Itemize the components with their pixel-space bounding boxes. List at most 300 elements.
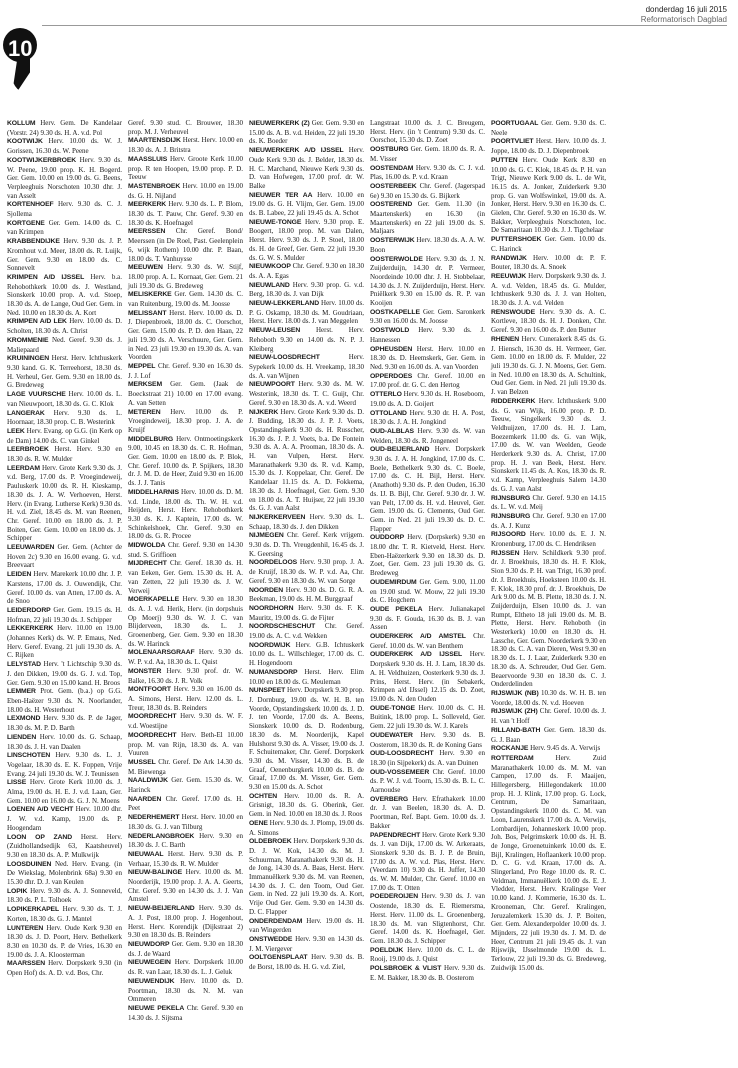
place-name: OUDERKERK A/D IJSSEL <box>370 651 463 659</box>
service-entry <box>370 704 485 731</box>
place-name: LEEUWARDEN <box>7 544 55 552</box>
place-name: MUSSEL <box>128 758 156 766</box>
service-details: Ger. Gem. 19.15 ds. H. Hofman, 22 juli 19.30 ds. J. Schipper <box>7 605 123 624</box>
place-name: MIDDELHARNIS <box>128 488 179 496</box>
service-details: Herv. 9.30 ds. L. Hoornaar, 18.30 prop. C. B. Westerink <box>7 408 122 427</box>
service-entry <box>249 191 364 218</box>
service-details: Herv. 10.00 dr. P. F. Bouter, 18.30 ds. A. Snoek <box>491 253 607 272</box>
place-name: RIJNSBURG <box>491 494 531 502</box>
service-details: Herv. 9.30 ds. J. N. Zuijderduijn, 14.30 dr. P. Vermeer, Noordeinde 10.00 dhr. J. H. Stobbelaar, 14.30 ds. J. N. Zuijderduijn, Herst. Herv. Pniëlkerk 9.30 en 15.00 ds. R. P. van Kooijen <box>370 254 486 308</box>
place-name: NEDERLANGBROEK <box>128 832 195 840</box>
place-name: OUD-VOSSEMEER <box>370 768 430 776</box>
service-entry <box>7 237 122 273</box>
service-entry <box>128 712 243 730</box>
place-name: OUDEWATER <box>370 731 413 739</box>
service-details: Herv. 10.00 ds. R. A. Grisnigt, 18.30 ds. G. Oberink, Ger. Gem. in Ned. 10.00 en 18.30 ds. J. Roos <box>249 791 365 819</box>
service-details: Herv. 9.30 en 18.30 ds. J. C. Barth <box>128 831 243 850</box>
service-details: Ger. Gem. 14.30 ds. C. van Ruitenburg, 19.00 ds. M. Joosse <box>128 290 244 309</box>
place-name: LAGE VUURSCHE <box>7 391 66 399</box>
service-details: Herv. 18.30 ds. A. A. W. Boon <box>370 236 485 254</box>
service-entry <box>128 408 243 435</box>
service-details: Chr. Geref. 10.00 ds. W. van Benthem <box>370 632 485 650</box>
place-name: MEERKERK <box>128 201 167 209</box>
service-entry <box>128 813 243 831</box>
place-name: LEIDEN <box>7 571 32 579</box>
service-details: Herv. 9.30 ds. T. J. Korten, 18.30 ds. G. J. Mantel <box>7 905 122 923</box>
service-details: Herv. b.a. Rehobothkerk 10.00 ds. J. Westland, Sionskerk 10.00 prop. A. v.d. Stoep, 18.30 ds. A. de Lange, Oud Ger. Gem. in Ned. 10.00 en 18.30 ds. A. Kort <box>7 272 122 317</box>
service-entry <box>249 686 364 791</box>
service-entry <box>370 632 485 650</box>
place-name: RIJSWIJK (NB) <box>491 690 539 697</box>
service-entry <box>7 543 122 570</box>
place-name: NIEUWERKERK A/D IJSSEL <box>249 147 344 155</box>
place-name: RILLAND-BATH <box>491 726 541 734</box>
place-name: KORTENHOEF <box>7 201 54 209</box>
place-name: MOORDRECHT <box>128 713 177 721</box>
place-name: OUD-ALBLAS <box>370 427 414 435</box>
service-details: Herv. 10.00 en 19.00 ds. G. H. Vlijm, Ger. Gem. 19.00 ds. B. Labee, 22 juli 19.45 ds. A. Schot <box>249 190 364 218</box>
service-details: Chr. Geref. 17.00 ds. H. Peet <box>128 794 243 813</box>
service-entry <box>128 541 243 559</box>
service-details: Langstraat 10.00 ds. J. C. Breugem, Herst. Herv. (in 't Centrum) 9.30 ds. C. Oorschot, 15.30 ds. D. Zoet <box>370 119 485 145</box>
listing-column <box>367 119 488 1059</box>
service-entry <box>128 850 243 868</box>
service-details: Chr. Geref. 9.30 en 17.00 ds. A. J. Kunz <box>491 511 606 530</box>
place-name: NEDERHEMERT <box>128 814 180 822</box>
place-name: RANDWIJK <box>491 254 527 262</box>
place-name: LEKKERKERK <box>7 625 54 633</box>
service-details: Chr. Geref. 9.30 en 18.30 ds. A. A. Egas <box>249 262 364 280</box>
service-entry <box>491 707 606 725</box>
service-entry <box>370 533 485 578</box>
service-details: Herv. Cunerakerk 8.45 ds. G. J. Hiensch, 16.30 ds. H. Vermeer, Ger. Gem. 10.00 en 18.00 ds. F. Mulder, 22 juli 19.30 ds. G. J. N. Moens, Ger. Gem. in Ned. 10.00 en 18.30 ds. A. Schultink, Oud Ger. Gem. in Ned. 21 juli 19.30 ds. J. van Belzen <box>491 334 606 397</box>
service-entry <box>7 660 122 687</box>
place-name: OLDEBROEK <box>249 838 292 846</box>
service-details: Herv. Evang. op G.G. (in Kerk op de Dam) 14.00 ds. C. van Ginkel <box>7 426 122 445</box>
place-name: MEEUWEN <box>128 264 163 272</box>
place-name: LELYSTAD <box>7 661 41 669</box>
place-name: NIEUWDORP <box>128 940 170 948</box>
place-name: LOENEN A/D VECHT <box>7 806 74 814</box>
service-details: Herv. 9.30 ds. M. W. Westerink, 18.30 ds. T. C. Guijt, Chr. Geref. 9.30 en 18.30 ds. A. v.d. Weerd <box>249 380 365 407</box>
service-entry <box>249 558 364 585</box>
service-entry <box>128 904 243 940</box>
service-details: Herst. Herv. (Zuidhollandsedijk 63, Kaatsheuvel) 9.30 en 18.30 ds. A. P. Mulkwijk <box>7 832 122 859</box>
service-entry <box>491 530 606 548</box>
place-name: OUDE PEKELA <box>370 605 423 613</box>
service-details: Herv. 9.45 ds. A. Verwijs <box>530 744 601 753</box>
service-details: Herst. Herv. 10.00 en 18.30 ds. D. Heemskerk, Ger. Gem. in Ned. 9.30 en 16.00 ds. A. van Voorden <box>370 344 486 371</box>
service-entry <box>370 236 485 254</box>
service-details: Herv. 9.30 en 18.30 ds. A. J. v.d. Herik, Herv. (in dorpshuis Op Moerj) 9.30 ds. W. J. C. van Blijderveen, 18.30 ds. L. J. Groenenberg, Ger. Gem. 9.30 en 18.30 ds. W. Harinck <box>128 595 244 648</box>
place-name: NIEUWEGEIN <box>128 959 171 967</box>
service-entry <box>491 512 606 530</box>
place-name: OPPERDOES <box>370 372 413 380</box>
service-entry <box>128 832 243 850</box>
service-entry <box>370 749 485 767</box>
place-name: RIJSWIJK (ZH) <box>491 708 538 716</box>
service-entry <box>128 119 243 136</box>
place-name: LEEK <box>7 427 25 435</box>
service-entry <box>491 335 606 397</box>
place-name: KORTGENE <box>7 219 45 227</box>
service-details: Ger. Gem. 18.00 ds. R. A. M. Visser <box>370 145 485 163</box>
service-details: Herv. 9.30 ds. D. G. R. A. Beekman, 19.00 ds. H. M. Burggraaf <box>249 585 364 604</box>
service-entry <box>7 156 122 201</box>
service-entry <box>7 959 122 977</box>
service-details: Herv. 9.30 ds. L. P. Blom, 18.30 ds. T. Pauw, Chr. Geref. 9.30 en 18.30 ds. K. Hoefnagel <box>128 200 244 227</box>
service-details: Herv. Grote Kerk 10.00 ds. J. Alma, 19.00 ds. H. E. J. v.d. Laan, Ger. Gem. 10.00 en 16.00 ds. G. J. N. Moens <box>7 778 123 805</box>
service-details: Herv. 9.30 ds. C. J. Sjollema <box>7 200 123 219</box>
place-name: OPHEUSDEN <box>370 345 413 353</box>
service-details: Ned. Geref. 9.30 ds. J. Maliepaard <box>7 335 122 354</box>
service-entry <box>7 714 122 732</box>
service-details: Chr. Geref. 19.00 ds. A. C. v.d. Wekken <box>249 622 364 641</box>
service-entry <box>128 958 243 976</box>
place-name: OCHTEN <box>249 792 278 800</box>
service-details: Herv. 9.30 ds. W. F. v.d. Woestijne <box>128 712 243 731</box>
service-details: Herv. Oude Kerk 9.30 ds. J. Belder, 18.30 ds. H. C. Marchand, Nieuwe Kerk 9.30 ds. D. van Hofwegen, 17.00 prof. dr. W. Balke <box>249 146 365 190</box>
service-details: Herst. Herv. 9.30 en 18.30 ds. R. W. Mulder <box>7 445 123 464</box>
service-entry <box>249 513 364 531</box>
service-entry <box>7 409 122 427</box>
place-name: OOSTEREND <box>370 201 413 209</box>
place-name: RHENEN <box>491 335 520 343</box>
service-entry <box>370 768 485 795</box>
service-entry <box>249 953 364 971</box>
service-entry <box>249 380 364 407</box>
service-entry <box>370 164 485 182</box>
service-entry <box>249 819 364 837</box>
place-name: MIJDRECHT <box>128 560 167 568</box>
place-name: OOSTBURG <box>370 146 409 154</box>
service-entry <box>370 200 485 236</box>
publication-date: donderdag 16 juli 2015 <box>645 5 727 14</box>
service-details: Herv. 10.00 ds. C. H. Buitink, 18.00 prop. L. Solleveld, Ger. Gem. 22 juli 19.30 ds. W. J. Karels <box>370 703 485 731</box>
service-details: Ger. Gem. (Jaak de Boeckstraat 21) 10.00 en 17.00 evang. A. van Setten <box>128 380 243 407</box>
service-entry <box>7 778 122 805</box>
service-entry <box>128 263 243 290</box>
service-details: Geref. 9.30 stud. C. Brouwer, 18.30 prop. M. J. Verheuvel <box>128 119 243 136</box>
service-details: Herv. G.B. Ichtuskerk 10.00 ds. L. Willschleger, 17.00 ds. C. H. Hogendoorn <box>249 640 365 668</box>
service-details: Herv. (Dorpskerk) 9.30 en 18.00 dhr. T. R. Kietveld, Herst. Herv. Eben-Haëzerkerk 9.30 en 18.30 ds. D. Zoet, Ger. Gem. 23 juli 19.30 ds. G. Bredeweg <box>370 533 486 578</box>
service-entry <box>491 254 606 272</box>
place-name: LISSE <box>7 779 27 787</box>
service-entry <box>7 624 122 660</box>
place-name: PUTTERSHOEK <box>491 236 542 244</box>
service-entry <box>7 924 122 960</box>
service-entry <box>491 689 606 707</box>
service-entry <box>370 390 485 408</box>
service-entry <box>128 595 243 648</box>
service-entry <box>370 372 485 390</box>
service-details: Herv. Oude Kerk 8.30 en 10.00 ds. G. C. Klok, 18.45 ds. P. H. van Trigt, Nieuwe Kerk 9.00 ds. L. de Wit, 16.15 ds. A. Jonker, Zuiderkerk 9.30 prop. G. van Wolfswinkel, 19.00 ds. A. Jonker, Herst. Herv. 9.30 en 16.30 ds. C. Gielen, Chr. Geref. 9.30 en 16.30 ds. W. Bakker, Verpleeghuis Norschoten, loc. De Samaritaan 10.30 ds. J. J. Tigchelaar <box>491 155 607 235</box>
service-details: Herv. 10.00 dhr. J. W. v.d. Kamp, 19.00 ds. P. Hoogendam <box>7 805 123 832</box>
service-entry <box>249 622 364 640</box>
service-details: Chr. Geref. 9.30 en 16.30 ds. J. J. Lof <box>128 361 243 380</box>
service-entry <box>128 200 243 227</box>
service-entry <box>249 792 364 819</box>
service-details: Chr. Geref. 10.00 en 17.00 prof. dr. G. C. den Hertog <box>370 371 485 390</box>
place-name: MEPPEL <box>128 362 156 370</box>
service-entry <box>128 155 243 182</box>
service-details: Herv. 9.30 en 16.00 ds. A. Simons, Herst. Herv. 12.00 ds. L. Treur, 18.30 ds. B. Reinders <box>128 685 243 712</box>
place-name: PUTTEN <box>491 156 518 164</box>
service-details: Ger. Gem. Saronkerk 9.30 en 16.00 ds. M. Joosse <box>370 307 486 326</box>
service-details: Herv. Dorpskerk 9.30 ds. J. A. H. Jongkind, 17.00 ds. C. Boele, Bethelkerk 9.30 ds. C. Boele, 17.00 ds. C. H. Bijl, Herst. Herv. (Anathoth) 9.30 ds. P. den Ouden, 16.30 ds. IJ. B. Bijl, Chr. Geref. 9.30 dr. J. W. van Pelt, 17.00 ds. H. v.d. Heuvel, Ger. Gem. 19.00 ds. G. Clements, Oud Ger. Gem. in Ned. 21 juli 19.30 ds. D. C. Flapper <box>370 445 485 533</box>
service-entry <box>491 549 606 689</box>
service-details: Herv. 10.00 ds. M. Noorderijk, 19.00 prop. J. A. A. Geerts, Chr. Geref. 9.30 en 14.30 ds. J. J. Van Amstel <box>128 868 243 904</box>
service-details: Herst. Herv. 9.30 ds. P. Verhaar, 15.30 ds. R. W. Mulder <box>128 849 243 868</box>
service-details: Herv. Oude Kerk 9.30 en 18.30 ds. J. D. Poort, Herv. Bethelkerk 8.30 en 10.30 ds. P. de Vries, 16.30 en 19.00 ds. J. A. Kloosterman <box>7 923 122 959</box>
service-details: Herv. Dorpskerk 9.30 prop. J. Dornburg, 19.00 ds. W. H. B. ten Voorde, Opstandingskerk 10.00 ds. J. D. J. ten Voorde, 17.00 ds. A. Beens, Sionskerk 10.00 ds. D. Rodenburg, 18.30 ds. M. Noorderijk, Kapel Hulshorst 9.30 ds. A. Visser, 19.00 ds. J. F. Schuitemaker, Chr. Geref. Dorpskerk 9.30 ds. M. Visser, 14.30 ds. B. de Graaf, Oenenburgkerk 10.00 ds. B. de Graaf, 17.00 ds. M. Visser, Ger. Gem. 9.30 en 15.00 ds. A. Schot <box>249 686 364 792</box>
listing-columns <box>4 119 732 1059</box>
service-details: Herv. Groote Kerk 10.00 prop. R ten Hoopen, 19.00 prop. P. D. Teeuw <box>128 154 243 182</box>
service-entry <box>128 309 243 362</box>
service-details: Chr. Geref. Kerk vrijgem. 9.30 ds. D. Th. Vreugdenhil, 16.45 ds. J. K. Geersing <box>249 531 365 558</box>
place-name: MOORDRECHT <box>128 731 177 739</box>
service-entry <box>7 905 122 923</box>
place-name: PAPENDRECHT <box>370 831 421 839</box>
listing-column <box>125 119 246 1059</box>
service-entry <box>128 227 243 263</box>
place-name: MAARTENSDIJK <box>128 137 181 145</box>
service-details: Chr. Geref. 9.30 en 14.30 stud. S. Griffioen <box>128 541 243 559</box>
service-entry <box>128 776 243 794</box>
service-entry <box>249 218 364 263</box>
service-entry <box>7 390 122 408</box>
place-name: NIJKERKERVEEN <box>249 513 306 521</box>
place-name: OOSTWOLD <box>370 327 410 335</box>
service-entry <box>249 604 364 622</box>
service-entry <box>370 326 485 344</box>
service-entry <box>249 586 364 604</box>
place-name: LOPIK <box>7 887 28 895</box>
service-details: Herv. 9.30 prop. J. A. de Kruijf, 18.30 ds. W. P. v.d. Aa, Chr. Geref. 9.30 en 18.30 ds. W. van Sorge <box>249 558 365 585</box>
service-entry <box>7 751 122 778</box>
service-details: Chr. Geref. (Jagerspad 6e) 9.30 en 15.30 ds. G. Bijkerk <box>370 181 486 200</box>
service-entry <box>7 833 122 860</box>
service-details: Herst. Herv. 10.00 ds. J. Joppe, 18.00 ds. D. J. Diepenbroek <box>491 137 606 156</box>
service-entry <box>7 805 122 832</box>
place-name: OOSTENDAM <box>370 164 414 172</box>
service-entry <box>7 317 122 335</box>
place-name: LOPIKERKAPEL <box>7 906 60 914</box>
place-name: NIEUWE-TONGE <box>249 218 302 226</box>
service-details: Ger. Gem. 9.30 ds. C. Neele <box>491 119 607 137</box>
place-name: NIEUWLAND <box>249 281 290 289</box>
place-name: OOLTGENSPLAAT <box>249 954 308 962</box>
service-entry <box>491 308 606 335</box>
place-name: POELDIJK <box>370 946 404 954</box>
service-details: Herv. 9.30 en 14.30 ds. J. M. Viergever <box>249 934 365 953</box>
service-entry <box>7 119 122 137</box>
service-entry <box>491 397 606 494</box>
listing-column <box>488 119 609 1059</box>
service-details: 10.30 ds. W. H. B. ten Voorde, 18.00 ds. N. v.d. Hoeven <box>491 689 606 707</box>
service-details: Herv. 9.30 ds. A. J. Sonneveld, 18.30 ds. P. L. Tolhoek <box>7 886 122 905</box>
service-entry <box>249 119 364 146</box>
place-name: RIDDERKERK <box>491 397 536 405</box>
service-entry <box>370 650 485 703</box>
service-details: Herv. Dorpskerk 9.30 ds. J. A. v.d. Velden, 18.45 ds. G. Mulder, Ichthuskerk 9.30 ds. J. J. van Holten, 18.30 ds. J. A. v.d. Velden <box>491 271 606 308</box>
header-divider <box>42 25 727 26</box>
service-entry <box>128 795 243 813</box>
service-entry <box>249 531 364 558</box>
service-entry <box>370 964 485 982</box>
place-name: NOORDELOOS <box>249 559 298 567</box>
place-name: NAALDWIJK <box>128 777 168 785</box>
service-entry <box>128 868 243 904</box>
service-details: Ned. Herv. Evang. (in De Wiekslag, Molenbrink 68a) 9.30 en 15.30 dhr. D. J. van Keulen <box>7 859 122 887</box>
service-entry <box>128 731 243 758</box>
place-name: KOOTWIJK <box>7 138 43 146</box>
place-name: LEERDAM <box>7 464 40 472</box>
place-name: POORTUGAAL <box>491 120 539 127</box>
service-entry <box>370 445 485 533</box>
place-name: OTTOLAND <box>370 409 407 417</box>
service-entry <box>491 272 606 308</box>
place-name: REEUWIJK <box>491 272 527 280</box>
service-details: Herv. 9.30 ds. A. C. Kortleve, 18.30 ds. H. J. Donken, Chr. Geref. 9.30 en 16.00 ds. P. den Butter <box>491 307 607 335</box>
service-details: Herv. 9.30 ds. H. Roseboom, 19.00 ds. A. D. Goijert <box>370 390 486 408</box>
place-name: LEMMER <box>7 688 36 696</box>
place-name: MONSTER <box>128 667 162 675</box>
place-name: MELISKERKE <box>128 291 172 299</box>
service-entry <box>249 299 364 326</box>
service-entry <box>7 219 122 237</box>
service-details: Herv. 9.30 ds. F. K. Mauritz, 19.00 ds. G. de Fijter <box>249 603 365 622</box>
place-name: OOSTERWOLDE <box>370 255 423 263</box>
service-entry <box>7 733 122 751</box>
listing-column <box>246 119 367 1059</box>
service-details: Ger. Gem. 9.00, 11.00 en 19.00 stud. W. Mouw, 22 juli 19.30 ds. C. Hogchem <box>370 577 485 605</box>
service-entry <box>249 281 364 299</box>
place-name: OUDERKERK A/D AMSTEL <box>370 633 466 641</box>
service-details: Herv. 10.00 ds. W. J. Gorissen, 16.30 ds. W. Peene <box>7 137 123 156</box>
place-name: NUMANSDORP <box>249 668 298 676</box>
service-details: Chr. Geref. 10.00 ds. P. W. J. v.d. Toorn, 15.30 ds. B. L. C. Aarnoudse <box>370 767 486 795</box>
service-details: Herv. 9.30 ds. W. P. v.d. Aa, 18.30 ds. L. Quist <box>128 648 244 667</box>
service-details: Herv. 9.30 ds. E. M. Bakker, 18.30 ds. B. Oosterom <box>370 964 486 982</box>
service-entry <box>7 427 122 445</box>
place-name: NIEUW-BEIJERLAND <box>128 905 195 913</box>
service-details: Herv. Dorpskerk 9.30 (in Open Hof) ds. A. D. v.d. Bos, Chr. <box>7 959 122 978</box>
place-name: NUNSPEET <box>249 687 286 695</box>
service-details: Chr. Geref. 9.30 en 14.15 ds. L. W. v.d. Meij <box>491 493 606 512</box>
service-details: Herv. Julianakapel 9.30 ds. F. Gouda, 16.30 ds. B. J. van Assen <box>370 604 485 632</box>
service-entry <box>7 606 122 624</box>
service-details: Herv. Dorpskerk 9.30 ds. D. J. W. Kok, 14.30 ds. M. J. Schuurman, Maranathakerk 9.30 ds. H. de Jong, 14.30 ds. A. Baas, Herst. Herv. Immanuëlkerk 9.30 ds. M. van Reenen, 14.30 ds. J. C. den Toom, Oud Ger. Gem. in Ned. 22 juli 19.30 ds. A. Kort, Vrije Oud Ger. Gem. 9.30 en 14.30 ds. D. C. Flapper <box>249 837 365 916</box>
service-entry <box>370 731 485 749</box>
place-name: RIJSSEN <box>491 549 520 557</box>
place-name: NIJKERK <box>249 408 279 416</box>
service-entry <box>7 273 122 318</box>
place-name: OUD-LOOSDRECHT <box>370 750 434 758</box>
service-details: Herv. 10.00 ds. D. Poortman, 18.30 ds. N. M. van Ommeren <box>128 976 243 1004</box>
service-details: Herv. Beth-El 10.00 prop. M. van Rijn, 18.30 ds. A. van Vuuren <box>128 730 244 758</box>
service-entry <box>128 435 243 488</box>
place-name: NIEUWAAL <box>128 850 164 858</box>
service-entry <box>370 578 485 605</box>
service-details: Herv. Grote Kerk 9.30 ds. D. J. Budding, 18.30 ds. J. P. J. Voets, Opstandingskerk 9.30 ds. H. Russcher, 16.30 ds. J. P. J. Voets, b.a. De Fontein 9.30 ds. A. A. A. Prooman, 18.30 ds. A. H. van Vulpen, Herst. Herv. Maranathakerk 9.30 ds. R. v.d. Kamp, 15.30 ds. J. Koppelaar, Chr. Geref. De Kandelaar 11.15 ds. A. D. Fokkema, 18.30 ds. J. Hoefnagel, Ger. Gem. 9.30 en 18.00 ds. A. T. Huijser, 22 juli 19.30 ds. G. J. van Aalst <box>249 407 365 513</box>
place-name: NIEUW-LEKKERLAND <box>249 300 320 308</box>
service-details: Herv. 9.30 ds. B. Oosterom, 18.30 ds. R. de Koning Gans <box>370 730 486 749</box>
service-entry <box>370 605 485 632</box>
service-details: Herv. 9.30 prop. G. v.d. Berg, 18.30 ds. J. van Dijk <box>249 280 364 299</box>
service-details: Herv. 10.00 ds. P. Vroegindeweij, 18.30 prop. J. A. de Kruijf <box>128 407 244 434</box>
place-name: MAARSSEN <box>7 960 46 968</box>
service-entry <box>7 570 122 606</box>
service-entry <box>370 831 485 893</box>
place-name: KRUININGEN <box>7 355 50 363</box>
service-details: Herv. 9.30 ds. J. Hannessen <box>370 326 485 344</box>
service-details: Herv. 9.30 ds. C. J. v.d. Plas, 16.00 ds. P. v.d. Kraan <box>370 163 486 182</box>
place-name: LIENDEN <box>7 733 37 741</box>
service-details: Herv. 9.30 ds. P. de Jager, 18.30 ds. M. P. D. Barth <box>7 714 122 733</box>
service-details: Chr. Geref. De Ark 14.30 ds. M. Biewenga <box>128 757 244 776</box>
place-name: NIEUWPOORT <box>249 381 295 389</box>
service-details: Herv. 10.00 ds. D. M. v.d. Linde, 18.00 ds. Th. W. H. v.d. Heijden, Herst. Herv. Rehobothkerk 9.30 ds. K. J. Kaptein, 17.00 ds. W. Schinkelshoek, Chr. Geref. 9.30 en 18.00 ds. G. R. Procee <box>128 487 244 541</box>
service-details: Herv. 9.30 en 18.30 (in Sijpekerk) ds. A. van Duinen <box>370 749 485 767</box>
service-details: Herst. Herv. 10.00 en 18.30 ds. A. J. Britstra <box>128 136 243 155</box>
service-details: Chr. Geref. Bond/ Meerssen (in De Roel, Past. Geelenplein 6, wijk Rothem) 10.00 dhr. P. Baan, 18.00 ds. T. Vanhuysse <box>128 227 243 263</box>
service-entry <box>491 156 606 235</box>
header-meta <box>641 5 727 25</box>
place-name: ONDERDENDAM <box>249 917 303 925</box>
place-name: KRIMPEN A/D LEK <box>7 318 67 326</box>
service-entry <box>370 345 485 372</box>
service-details: Ger. Gem. (Achter de Hoven 2c) 9.30 en 16.00 evang. G. v.d. Breevaart <box>7 543 123 570</box>
comma-logo-icon <box>12 58 30 94</box>
place-name: OVERBERG <box>370 795 409 803</box>
service-entry <box>249 641 364 668</box>
place-name: NOORDEN <box>249 586 284 594</box>
service-details: Herv. 9.30 ds. B. de Borst, 18.00 ds. H. G. v.d. Ziel, <box>249 953 365 972</box>
place-name: POEDEROIJEN <box>370 893 419 901</box>
place-name: MONTFOORT <box>128 686 171 694</box>
service-entry <box>249 146 364 191</box>
service-details: Herv. 9.30 ds. J. van Oostende, 18.30 ds. E. Riemersma, Herst. Herv. 11.00 ds. L. Groenenberg, 18.30 ds. M. van Sligtenhorst, Chr. Geref. 14.00 ds. K. Hoefnagel, Ger. Gem. 18.30 ds. J. Schipper <box>370 892 486 945</box>
place-name: MASTENBROEK <box>128 182 181 190</box>
place-name: MIDDELBURG <box>128 435 174 443</box>
service-entry <box>249 262 364 280</box>
service-details: Herv. Grote Kerk 9.30 ds. J. van Dijk, 17.00 ds. W. Arkeraats, Sionskerk 9.30 ds. B. J. P. de Bruin, 17.00 ds. A. W. v.d. Plas, Herst. Herv. (Veerdam 10) 9.30 ds. H. Juffer, 14.30 ds. W. M. Mulder, Chr. Geref. 10.00 en 17.00 ds. T. Otten <box>370 830 485 892</box>
service-entry <box>7 464 122 543</box>
place-name: LEERBROEK <box>7 446 49 454</box>
service-details: Herv. 10.00 ds. G. Schaap, 18.30 ds. J. H. van Daalen <box>7 732 122 751</box>
place-name: KOLLUM <box>7 120 36 127</box>
service-details: Chr. Geref. 10.00 ds. J. H. van 't Hoff <box>491 707 607 726</box>
service-details: Herv. Schildkerk 9.30 prof. dr. J. Broekhuis, 18.30 ds. H. F. Klok, Sion 9.30 ds. P. H. van Trigt, 16.30 prof. dr. J. Broekhuis, Hoeksteen 10.00 ds. H. F. Klok, 18.30 prof. dr. J. Broekhuis, De Ark 9.00 ds. M. B. Plette, 18.30 ds. J. N. Zuijderduijn, Elsen 10.00 ds. J. van Rumpt, Eltheto 18 juli 19.00 ds. M. B. Plette, Herst. Herv. Rehoboth (in Westerkerk) 10.00 en 18.30 ds. H. Lassche, Ger. Gem. Noorderkerk 9.30 en 18.30 ds. C. A. van Dieren, West 9.30 en 18.30 ds. L. J. Laar, Zuiderkerk 9.30 en 18.30 ds. A. Schreuder, Oud Ger. Gem. Beaervoorde 9.30 en 18.30 ds. C. J. Onderdelinden <box>491 548 607 689</box>
place-name: MERKSEM <box>128 381 163 389</box>
service-entry <box>491 744 606 754</box>
service-details: Ger. Gem. 9.30 en 18.30 ds. J. de Waard <box>128 939 243 958</box>
service-details: Chr. Geref. 9.30 en 14.30 ds. J. Sijtsma <box>128 1003 244 1022</box>
service-details: Herst. Herv. Elim 10.00 en 18.00 ds. G. Meuleman <box>249 667 364 686</box>
service-entry <box>491 726 606 744</box>
service-details: Herv. 10.00 ds. L. van Nieuwpoort, 18.30 ds. G. C. Klok <box>7 390 123 408</box>
service-details: Herv. Grote Kerk 9.30 ds. J. v.d. Berg, 17.00 ds. P. Vroegindeweij, Pauluskerk 10.00 ds. R. H. Kieskamp, 18.30 ds. J. A. W. Verhoeven, Herst. Herv. (in Evang. Lutherse Kerk) 9.30 ds. H. v.d. Ziel, 18.45 ds. M. van Reenen, Chr. Geref. 10.00 en 18.00 ds. J. P. Boiten, Ger. Gem. 10.00 en 18.00 ds. J. Schipper <box>7 463 122 543</box>
service-details: Herv. 9.30 ds. W. Stijf, 18.00 prop. A. L. Kornaat, Ger. Gem. 21 juli 19.30 ds. G. Bredeweg <box>128 263 243 290</box>
service-entry <box>491 754 606 973</box>
service-details: Prot. Gem. (b.a.) op G.G. Eben-Haëzer 9.30 ds. N. Noorlander, 18.00 ds. H. Westerhout <box>7 687 123 714</box>
service-details: Herv. 9.30 ds. J. Plomp, 19.00 ds. A. Simons <box>249 818 365 837</box>
service-entry <box>128 977 243 1004</box>
place-name: MOLENAARSGRAAF <box>128 649 195 657</box>
place-name: KRIMPEN A/D IJSSEL <box>7 273 85 281</box>
service-entry <box>370 119 485 145</box>
